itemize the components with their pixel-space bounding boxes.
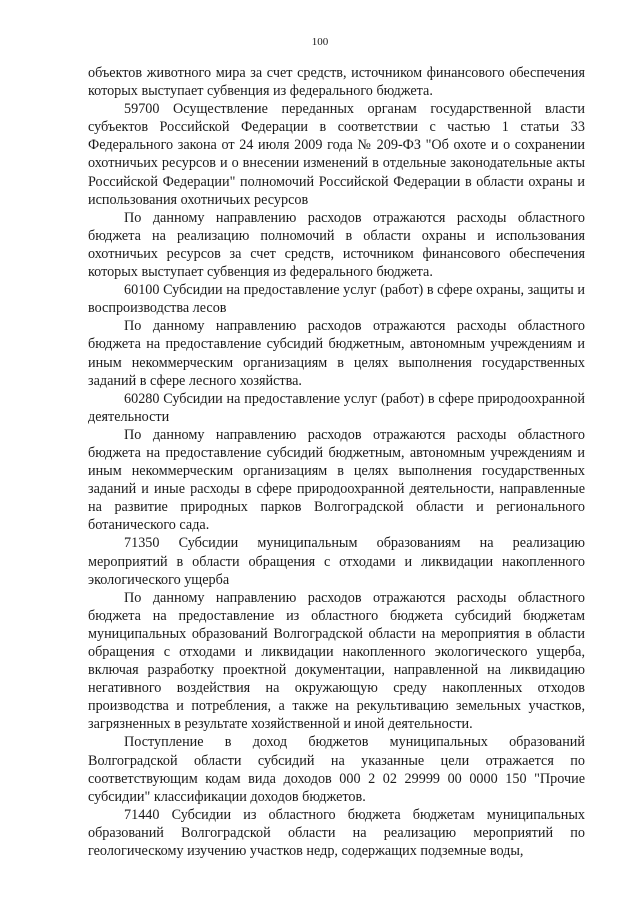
paragraph-revenue-note: Поступление в доход бюджетов муниципальных образований Волгоградской области субсидий на указанные цели отражается по соответствующим кодам вида доходов 000 2 02 29999 00 0000 150 "Прочие субсидии" классификации доходов бюджетов. xyxy=(88,734,585,805)
paragraph-code-59700: 59700 Осуществление переданных органам государственной власти субъектов Российской Федерации в соответствии с частью 1 статьи 33 Федерального закона от 24 июля 2009 года № 209-ФЗ "Об охоте и о сохранении охотничьих ресурсов и о внесении изменений в отдельные законодательные акты Российской Федерации" полномочий Российской Федерации в области охраны и использования охотничьих ресурсов xyxy=(88,101,585,208)
paragraph-code-71440: 71440 Субсидии из областного бюджета бюджетам муниципальных образований Волгоградской области на реализацию мероприятий по геологическому изучению участков недр, содержащих подземные воды, xyxy=(88,806,585,860)
paragraph-code-71350: 71350 Субсидии муниципальным образованиям на реализацию мероприятий в области обращения с отходами и ликвидации накопленного экологического ущерба xyxy=(88,535,585,588)
paragraph-description: По данному направлению расходов отражаются расходы областного бюджета на предоставление субсидий бюджетным, автономным учреждениям и иным некоммерческим организациям в целях выполнения государственных заданий в сфере лесного хозяйства. xyxy=(88,318,585,389)
paragraph-code-60100: 60100 Субсидии на предоставление услуг (работ) в сфере охраны, защиты и воспроизводства лесов xyxy=(88,282,585,317)
page-number: 100 xyxy=(311,36,329,48)
paragraph-description: По данному направлению расходов отражаются расходы областного бюджета на предоставление из областного бюджета субсидий бюджетам муниципальных образований Волгоградской области на мероприятия в области обращения с отходами и ликвидации накопленного экологического ущерба, включая разработку проектной документации, направленной на ликвидацию негативного воздействия на окружающую среду накопленных отходов производства и потребления, а также на рекультивацию земельных участков, загрязненных в результате хозяйственной и иной деятельности. xyxy=(88,589,585,733)
paragraph-description: По данному направлению расходов отражаются расходы областного бюджета на реализацию полномочий в области охраны и использования охотничьих ресурсов за счет средств, источником финансового обеспечения которых выступает субвенция из федерального бюджета. xyxy=(88,209,585,281)
paragraph-continuation: объектов животного мира за счет средств, источником финансового обеспечения которых выступает субвенция из федерального бюджета. xyxy=(88,65,585,100)
paragraph-code-60280: 60280 Субсидии на предоставление услуг (работ) в сфере природоохранной деятельности xyxy=(88,390,585,425)
document-body xyxy=(88,64,585,860)
paragraph-description: По данному направлению расходов отражаются расходы областного бюджета на предоставление субсидий бюджетным, автономным учреждениям и иным некоммерческим организациям в целях выполнения государственных заданий и иные расходы в сфере природоохранной деятельности, направленные на развитие природных парков Волгоградской области и регионального ботанического сада. xyxy=(88,426,585,534)
